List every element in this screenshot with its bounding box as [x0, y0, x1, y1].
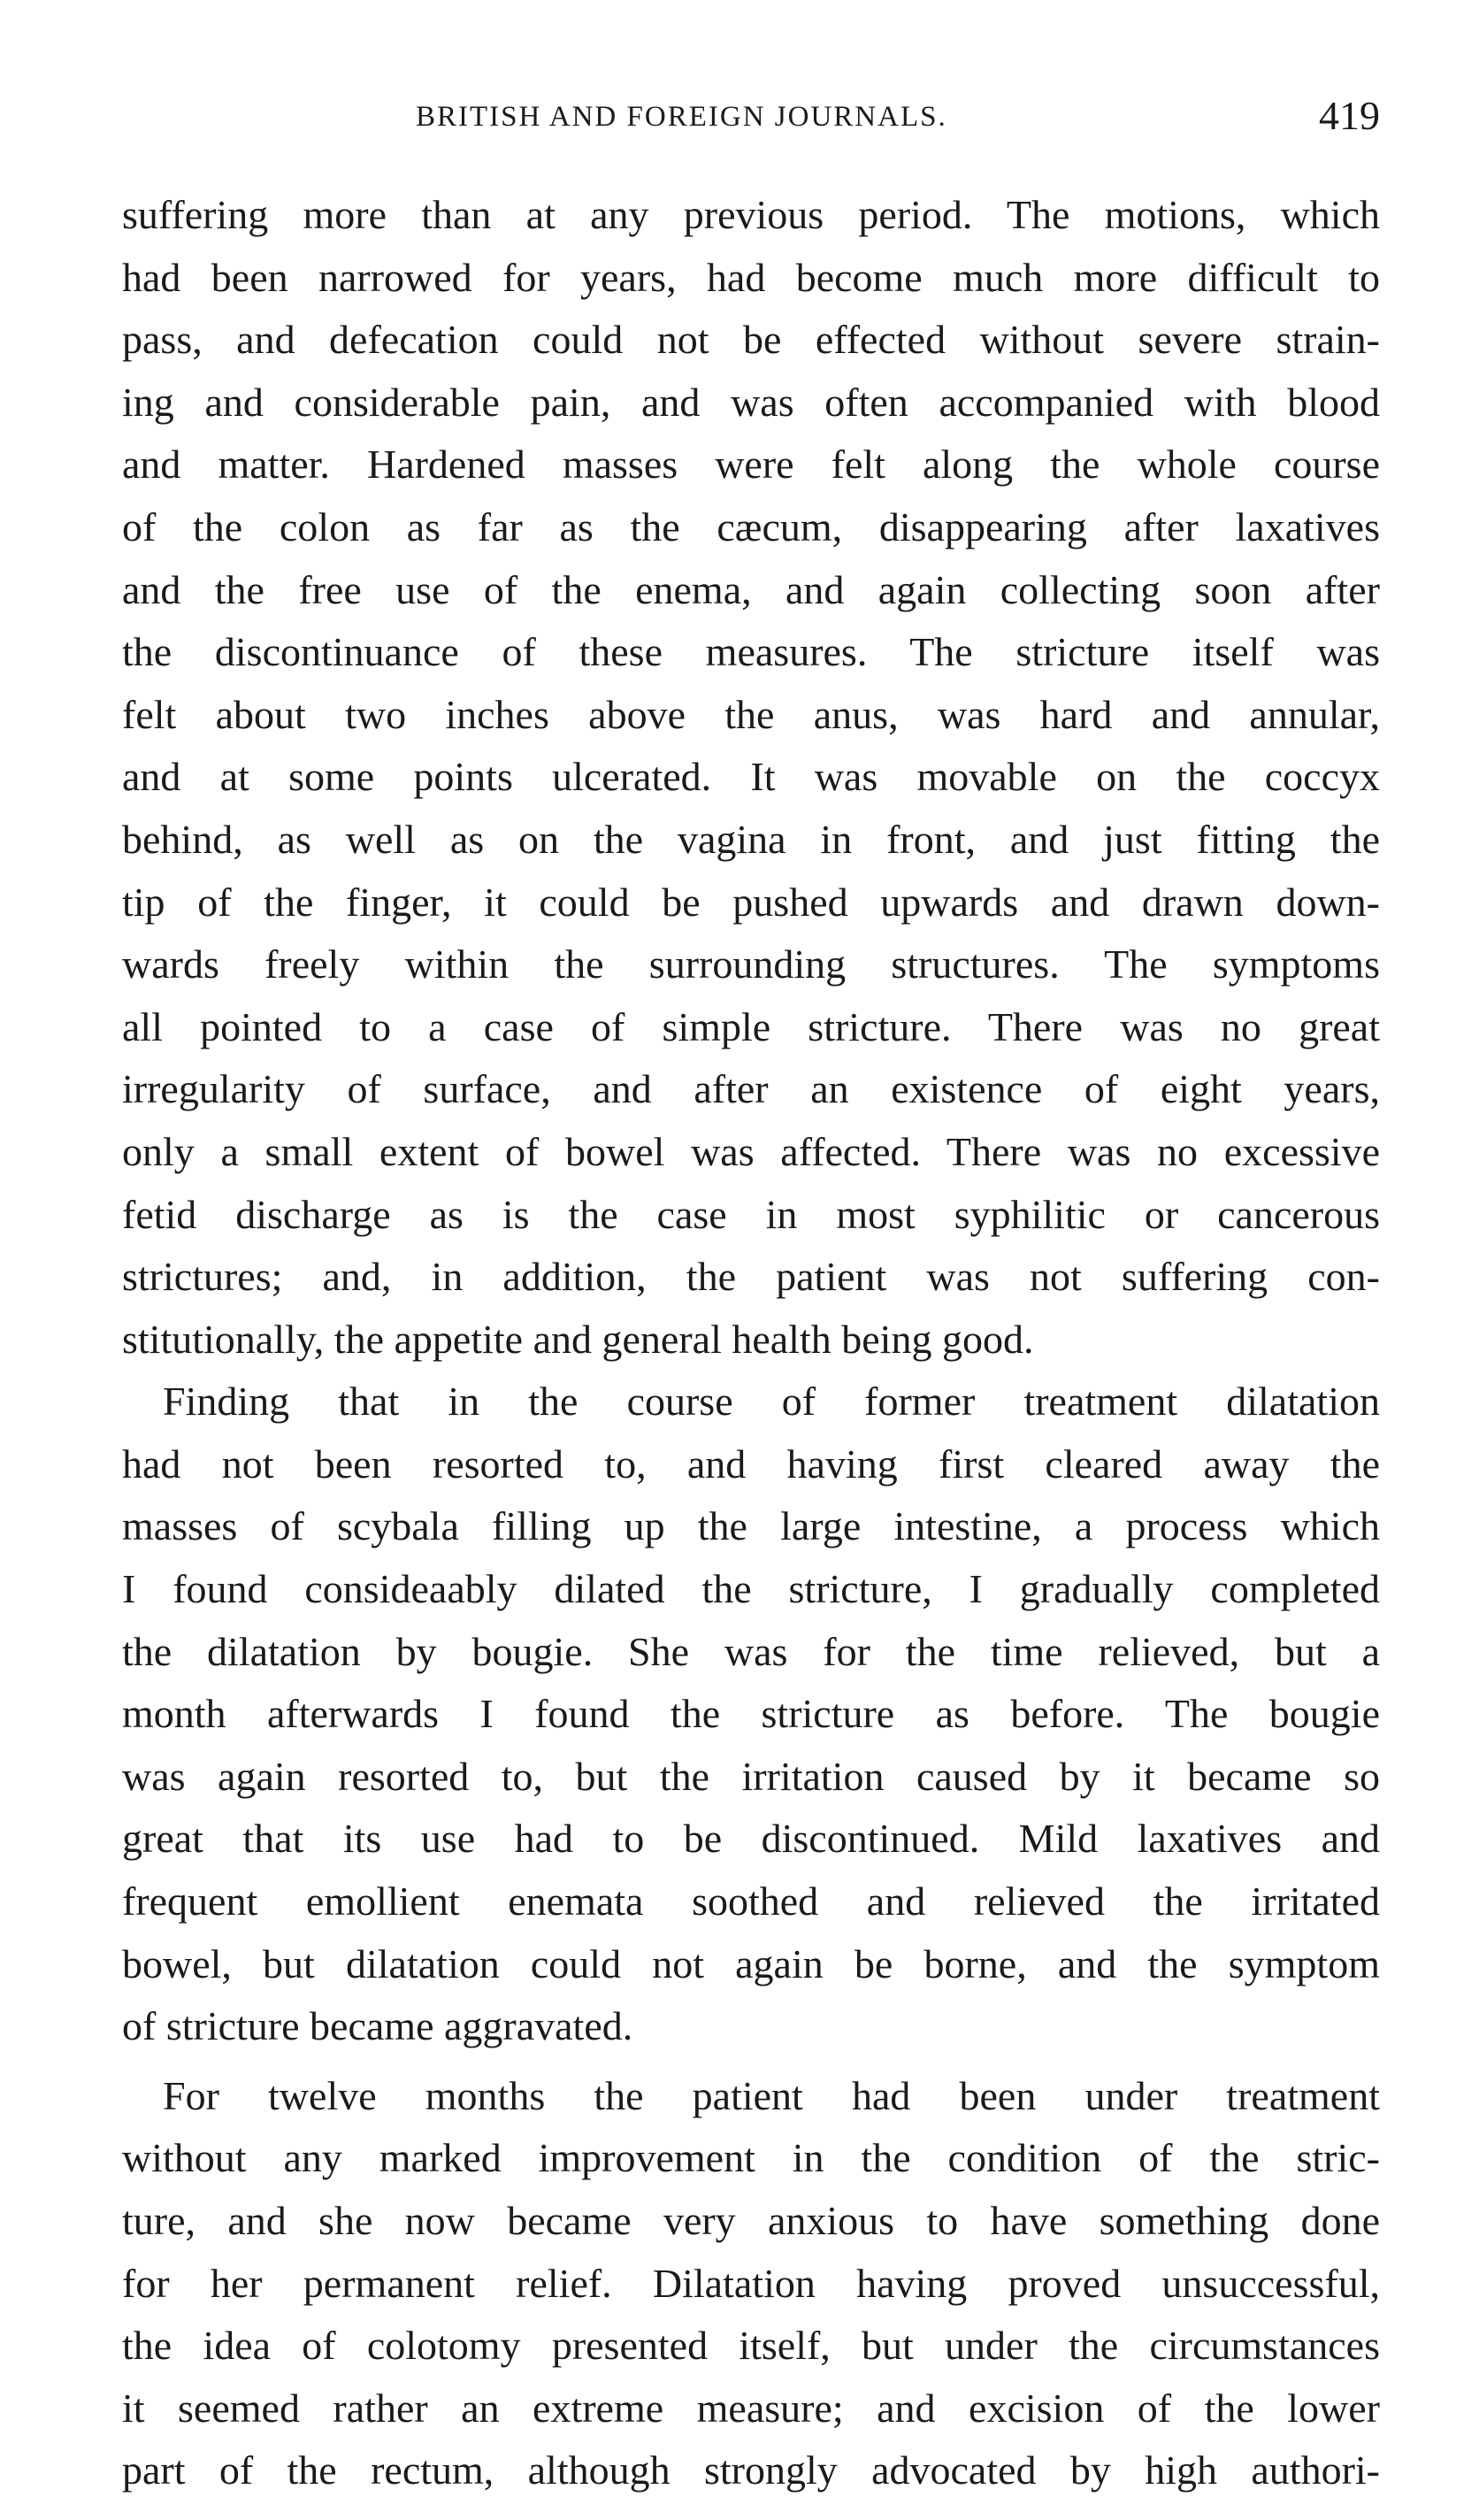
- text-line: fetid discharge as is the case in most syphilitic or cancerous: [122, 1191, 1380, 1237]
- body-text: [122, 184, 1380, 2502]
- text-line: suffering more than at any previous period. The motions, which: [122, 192, 1380, 237]
- text-line: strictures; and, in addition, the patient was not suffering con-: [122, 1254, 1380, 1300]
- text-line: it seemed rather an extreme measure; and excision of the lower: [122, 2385, 1380, 2431]
- text-line: For twelve months the patient had been under treatment: [163, 2072, 1380, 2118]
- text-line: great that its use had to be discontinued. Mild laxatives and: [122, 1816, 1380, 1862]
- text-line: the idea of colotomy presented itself, but under the circumstances: [122, 2323, 1380, 2369]
- text-line: had been narrowed for years, had become much more difficult to: [122, 254, 1380, 300]
- text-line: masses of scybala filling up the large intestine, a process which: [122, 1503, 1380, 1549]
- text-line: of stricture became aggravated.: [122, 2003, 633, 2049]
- text-line: behind, as well as on the vagina in front, and just fitting the: [122, 816, 1380, 862]
- text-line: the dilatation by bougie. She was for the time relieved, but a: [122, 1628, 1380, 1674]
- text-line: stitutionally, the appetite and general health being good.: [122, 1316, 1034, 1362]
- paragraph-gap: [122, 2058, 1380, 2065]
- paragraph-3: [122, 2065, 1380, 2502]
- text-line: frequent emollient enemata soothed and relieved the irritated: [122, 1878, 1380, 1925]
- text-line: without any marked improvement in the condition of the stric-: [122, 2135, 1380, 2181]
- text-line: and at some points ulcerated. It was movable on the coccyx: [122, 754, 1380, 800]
- text-line: and matter. Hardened masses were felt along the whole course: [122, 442, 1380, 488]
- text-line: pass, and defecation could not be effected without severe strain-: [122, 317, 1380, 363]
- text-line: Finding that in the course of former treatment dilatation: [163, 1379, 1380, 1425]
- text-line: I found consideaably dilated the stricture, I gradually completed: [122, 1566, 1380, 1612]
- text-line: had not been resorted to, and having first cleared away the: [122, 1441, 1380, 1487]
- text-line: all pointed to a case of simple stricture. There was no great: [122, 1003, 1380, 1049]
- page-number: 419: [1319, 93, 1380, 138]
- text-line: ing and considerable pain, and was often accompanied with blood: [122, 379, 1380, 425]
- text-line: the discontinuance of these measures. The stricture itself was: [122, 629, 1380, 675]
- text-line: month afterwards I found the stricture as before. The bougie: [122, 1691, 1380, 1737]
- text-line: and the free use of the enema, and again collecting soon after: [122, 566, 1380, 612]
- running-head-title: BRITISH AND FOREIGN JOURNALS.: [416, 101, 947, 133]
- text-line: part of the rectum, although strongly advocated by high authori-: [122, 2447, 1380, 2493]
- text-line: irregularity of surface, and after an existence of eight years,: [122, 1066, 1380, 1112]
- text-line: bowel, but dilatation could not again be borne, and the symptom: [122, 1940, 1380, 1986]
- text-line: tip of the finger, it could be pushed upwards and drawn down-: [122, 879, 1380, 925]
- text-line: for her permanent relief. Dilatation having proved unsuccessful,: [122, 2260, 1380, 2306]
- text-line: ture, and she now became very anxious to have something done: [122, 2198, 1380, 2243]
- text-line: felt about two inches above the anus, was hard and annular,: [122, 691, 1380, 737]
- paragraph-2: [122, 1371, 1380, 2058]
- running-head: [124, 92, 1380, 145]
- text-line: was again resorted to, but the irritation caused by it became so: [122, 1753, 1380, 1799]
- text-line: of the colon as far as the cæcum, disappearing after laxatives: [122, 503, 1380, 549]
- paragraph-1: [122, 184, 1380, 1371]
- text-line: only a small extent of bowel was affected. There was no excessive: [122, 1128, 1380, 1174]
- text-line: wards freely within the surrounding structures. The symptoms: [122, 941, 1380, 987]
